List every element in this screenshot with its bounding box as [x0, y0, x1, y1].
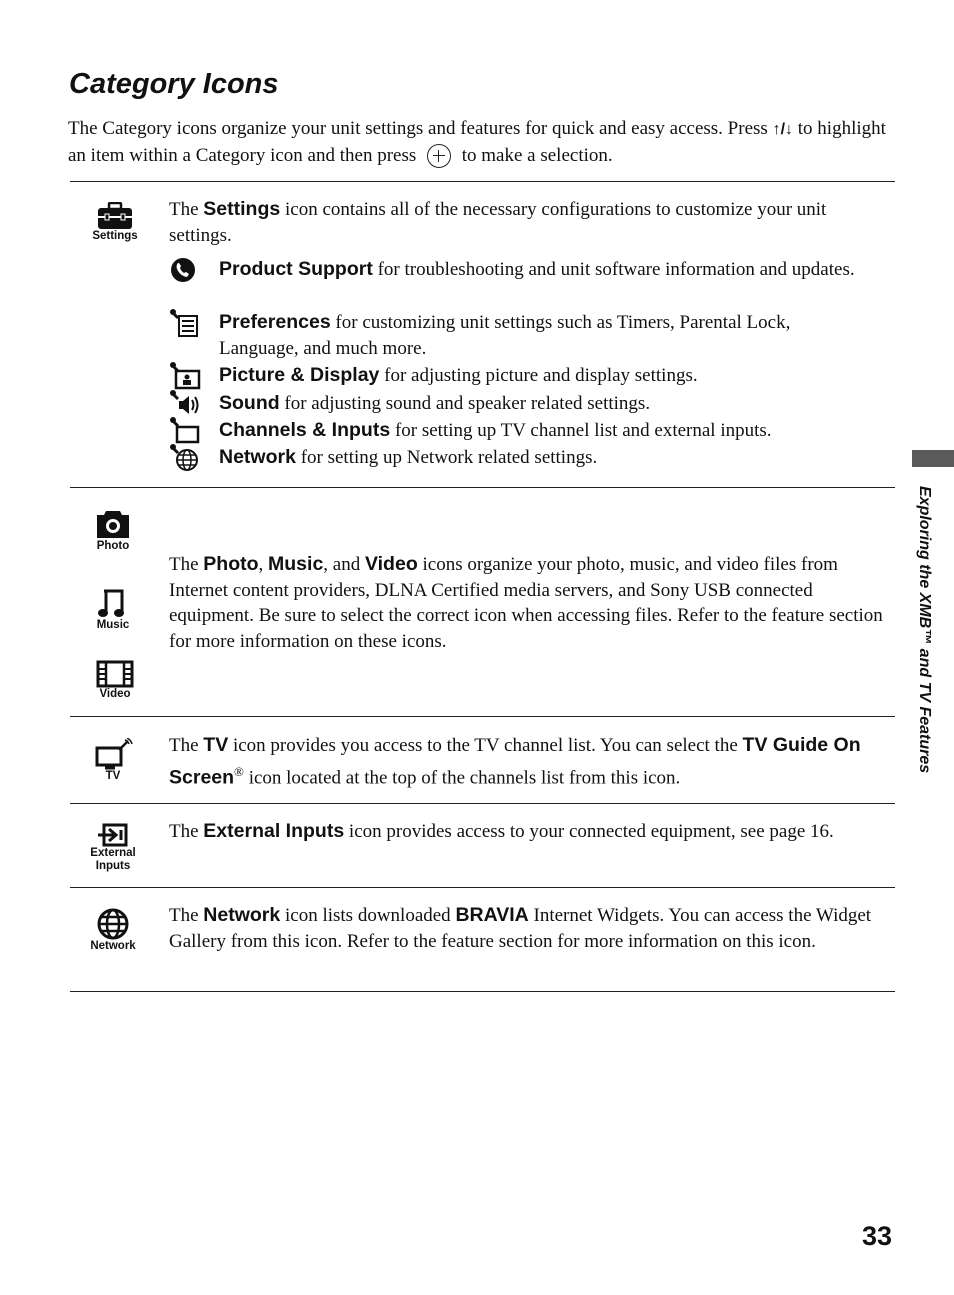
- globe-icon: [168, 444, 204, 472]
- music-icon-label: Music: [96, 619, 130, 631]
- divider: [70, 487, 895, 488]
- video-category: [80, 660, 150, 701]
- divider: [70, 181, 895, 182]
- tv-icon-label: TV: [105, 770, 121, 782]
- network-category: [78, 908, 148, 953]
- section-tab-marker: [912, 450, 954, 467]
- input-arrow-icon: [94, 823, 132, 847]
- tv-description: The TV icon provides you access to the TV channel list. You can select the TV Guide On Screen® icon located at the top of the channels list from this icon.: [169, 734, 861, 788]
- external-icon-label: External: [90, 847, 136, 859]
- photo-category: [78, 508, 148, 553]
- music-note-icon: [94, 587, 132, 619]
- channel-icon: [168, 417, 204, 445]
- page-title: Category Icons: [69, 68, 279, 100]
- toolbox-icon: [96, 202, 134, 230]
- network-globe-icon: [95, 908, 131, 940]
- camera-icon: [94, 508, 132, 540]
- divider: [70, 803, 895, 804]
- tv-icon: [93, 738, 133, 770]
- intro-paragraph: The Category icons organize your unit settings and features for quick and easy access. Press ↑/↓ to highlight an item within a Category icon and then press to make a selection.: [68, 118, 886, 166]
- settings-description: The Settings icon contains all of the necessary configurations to customize your unit settings.: [169, 198, 827, 246]
- divider: [70, 716, 895, 717]
- enter-button-icon: [427, 144, 451, 168]
- external-inputs-description: The External Inputs icon provides access to your connected equipment, see page 16.: [169, 820, 834, 842]
- phone-icon: [168, 256, 204, 284]
- page-number: 33: [862, 1221, 893, 1251]
- divider: [70, 887, 895, 888]
- video-icon-label: Video: [99, 688, 131, 700]
- photo-icon-label: Photo: [96, 540, 130, 552]
- settings-category: [80, 202, 150, 243]
- music-category: [78, 587, 148, 632]
- external-inputs-category: [78, 823, 148, 873]
- network-description: The Network icon lists downloaded BRAVIA Internet Widgets. You can access the Widget Gallery from this icon. Refer to the feature section for more information on this icon.: [169, 904, 872, 952]
- film-strip-icon: [96, 660, 134, 688]
- up-down-arrows-icon: ↑/↓: [772, 121, 794, 138]
- picture-icon: [168, 362, 204, 390]
- inputs-icon-label: Inputs: [95, 860, 131, 872]
- media-description: The Photo, Music, and Video icons organize your photo, music, and video files from Internet content providers, DLNA Certified media servers, and Sony USB connected equipment. Be sure to select the correct icon when accessing files. Refer to the feature section for more information on these icons.: [169, 553, 883, 652]
- network-icon-label: Network: [90, 940, 136, 952]
- divider: [70, 991, 895, 992]
- tv-category: [78, 738, 148, 783]
- section-side-label: Exploring the XMB™ and TV Features: [916, 486, 933, 774]
- settings-icon-label: Settings: [92, 230, 138, 242]
- speaker-icon: [168, 390, 204, 418]
- checklist-icon: [168, 309, 204, 337]
